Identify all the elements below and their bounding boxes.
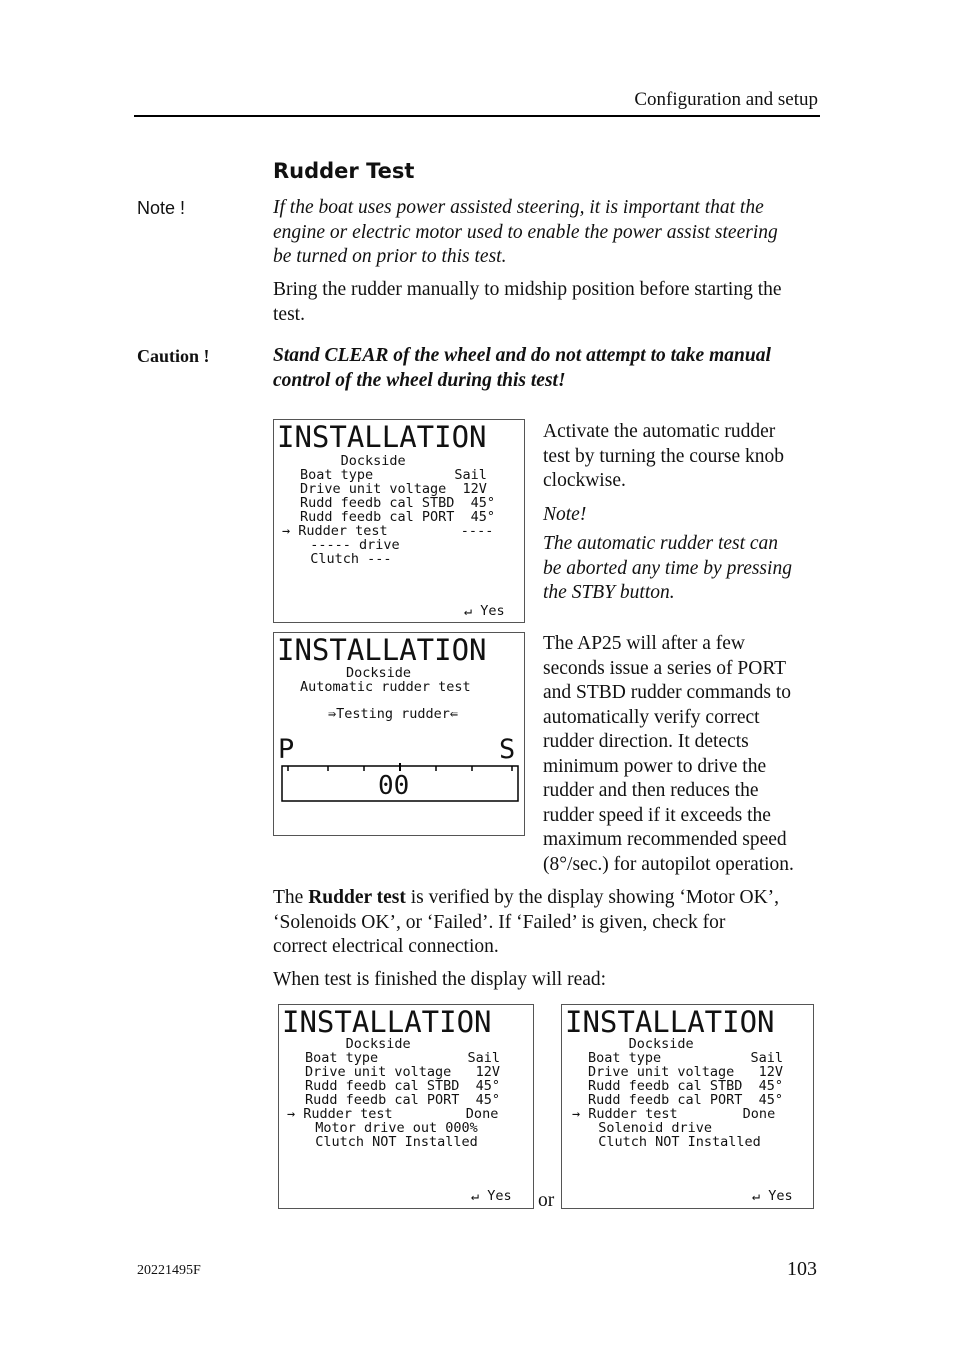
lcd-rudder-value: 00 bbox=[378, 771, 410, 801]
paragraph-line: minimum power to drive the bbox=[543, 755, 767, 777]
lcd-line: Rudd feedb cal STBD 45° bbox=[588, 1078, 784, 1094]
paragraph-line: rudder and then reduces the bbox=[543, 780, 759, 801]
rudder-test-term: Rudder test bbox=[308, 887, 406, 908]
lcd-line: Clutch NOT Installed bbox=[582, 1134, 761, 1150]
lcd-line: Drive unit voltage 12V bbox=[305, 1064, 501, 1080]
paragraph-line: ‘Solenoids OK’, or ‘Failed’. If ‘Failed’ is given, check for bbox=[273, 911, 726, 933]
lcd-line: Dockside bbox=[346, 665, 412, 681]
paragraph-line: Bring the rudder manually to midship position before starting the bbox=[273, 279, 782, 300]
ap25-paragraph bbox=[543, 632, 794, 877]
paragraph-line: seconds issue a series of PORT bbox=[543, 657, 787, 679]
paragraph-line: The AP25 will after a few bbox=[543, 633, 745, 654]
paragraph-line: maximum recommended speed bbox=[543, 829, 787, 850]
lcd-screen-motor-result bbox=[278, 1004, 534, 1209]
paragraph-line: test. bbox=[273, 303, 305, 325]
lcd-line: Automatic rudder test bbox=[300, 679, 471, 695]
lcd-title: INSTALLATION bbox=[565, 1005, 775, 1039]
paragraph-line: automatically verify correct bbox=[543, 706, 760, 728]
lcd-line-selected: → Rudder test ---- bbox=[282, 523, 494, 539]
lcd-line: Rudd feedb cal STBD 45° bbox=[300, 495, 496, 511]
lcd-stbd-indicator: S bbox=[499, 734, 516, 765]
lcd-title: INSTALLATION bbox=[277, 633, 487, 667]
lcd-line: Dockside bbox=[588, 1036, 694, 1052]
lcd-line: Clutch --- bbox=[294, 551, 392, 567]
paragraph-line: clockwise. bbox=[543, 470, 626, 491]
lcd-line: Motor drive out 000% bbox=[299, 1120, 478, 1136]
midship-paragraph bbox=[273, 278, 782, 327]
note2-label: Note! bbox=[543, 504, 587, 525]
lcd-line: Boat type Sail bbox=[588, 1050, 784, 1066]
lcd-line-selected: → Rudder test Done bbox=[572, 1106, 776, 1122]
lcd-line-selected: → Rudder test Done bbox=[287, 1106, 499, 1122]
lcd-screen-testing bbox=[273, 632, 525, 836]
verify-prefix: The bbox=[273, 887, 309, 908]
lcd-line: Boat type Sail bbox=[300, 467, 487, 483]
paragraph-line: test by turning the course knob bbox=[543, 445, 784, 467]
finished-line: When test is finished the display will read: bbox=[273, 969, 607, 990]
lcd-screen-solenoid-result bbox=[561, 1004, 814, 1209]
verify-rest: is verified by the display showing ‘Motor OK’, bbox=[405, 887, 780, 908]
lcd-line: Rudd feedb cal PORT 45° bbox=[588, 1092, 784, 1108]
lcd-line: Dockside bbox=[300, 453, 406, 469]
lcd-line: Drive unit voltage 12V bbox=[588, 1064, 784, 1080]
note2-line: be aborted any time by pressing bbox=[543, 557, 792, 579]
header-rule bbox=[134, 115, 820, 117]
paragraph-line: correct electrical connection. bbox=[273, 936, 499, 957]
note-line: If the boat uses power assisted steering, it is important that the bbox=[273, 197, 764, 218]
lcd-line: Boat type Sail bbox=[305, 1050, 501, 1066]
note2-line: The automatic rudder test can bbox=[543, 533, 779, 554]
lcd-title: INSTALLATION bbox=[282, 1005, 492, 1039]
lcd-title: INSTALLATION bbox=[277, 420, 487, 454]
paragraph-line: rudder direction. It detects bbox=[543, 731, 749, 752]
paragraph-line: rudder speed if it exceeds the bbox=[543, 804, 771, 826]
note-text bbox=[273, 196, 778, 270]
caution-line: Stand CLEAR of the wheel and do not attempt to take manual bbox=[273, 345, 771, 366]
note2-text bbox=[543, 532, 792, 606]
running-header: Configuration and setup bbox=[634, 89, 818, 110]
lcd-line: Clutch NOT Installed bbox=[299, 1134, 478, 1150]
lcd-line: Solenoid drive bbox=[582, 1120, 713, 1136]
lcd-line: Rudd feedb cal PORT 45° bbox=[305, 1092, 501, 1108]
lcd-yes-prompt: ↵ Yes bbox=[464, 603, 505, 619]
lcd-testing-rudder: ⇛Testing rudder⇚ bbox=[328, 706, 459, 722]
caution-text bbox=[273, 344, 771, 393]
paragraph-line bbox=[273, 886, 779, 911]
lcd-line: Rudd feedb cal STBD 45° bbox=[305, 1078, 501, 1094]
page-number: 103 bbox=[787, 1258, 817, 1280]
note-line: be turned on prior to this test. bbox=[273, 246, 507, 267]
verify-paragraph bbox=[273, 886, 779, 960]
or-connector: or bbox=[538, 1190, 555, 1211]
caution-label: Caution ! bbox=[137, 346, 210, 366]
lcd-screen-installation-1 bbox=[273, 419, 525, 623]
paragraph-line: and STBD rudder commands to bbox=[543, 682, 792, 703]
lcd-line: Drive unit voltage 12V bbox=[300, 481, 487, 497]
caution-line: control of the wheel during this test! bbox=[273, 369, 566, 391]
activate-paragraph bbox=[543, 420, 784, 494]
lcd-yes-prompt: ↵ Yes bbox=[752, 1188, 793, 1204]
paragraph-line: (8°/sec.) for autopilot operation. bbox=[543, 853, 794, 875]
lcd-line: Dockside bbox=[305, 1036, 411, 1052]
paragraph-line: Activate the automatic rudder bbox=[543, 421, 776, 442]
note-label: Note ! bbox=[137, 198, 186, 218]
lcd-port-indicator: P bbox=[278, 734, 295, 765]
document-code: 20221495F bbox=[137, 1263, 201, 1278]
section-title: Rudder Test bbox=[273, 159, 415, 183]
lcd-yes-prompt: ↵ Yes bbox=[471, 1188, 512, 1204]
lcd-line: ----- drive bbox=[294, 537, 400, 553]
note2-line: the STBY button. bbox=[543, 582, 675, 603]
lcd-line: Rudd feedb cal PORT 45° bbox=[300, 509, 496, 525]
note-line: engine or electric motor used to enable the power assist steering bbox=[273, 221, 778, 243]
